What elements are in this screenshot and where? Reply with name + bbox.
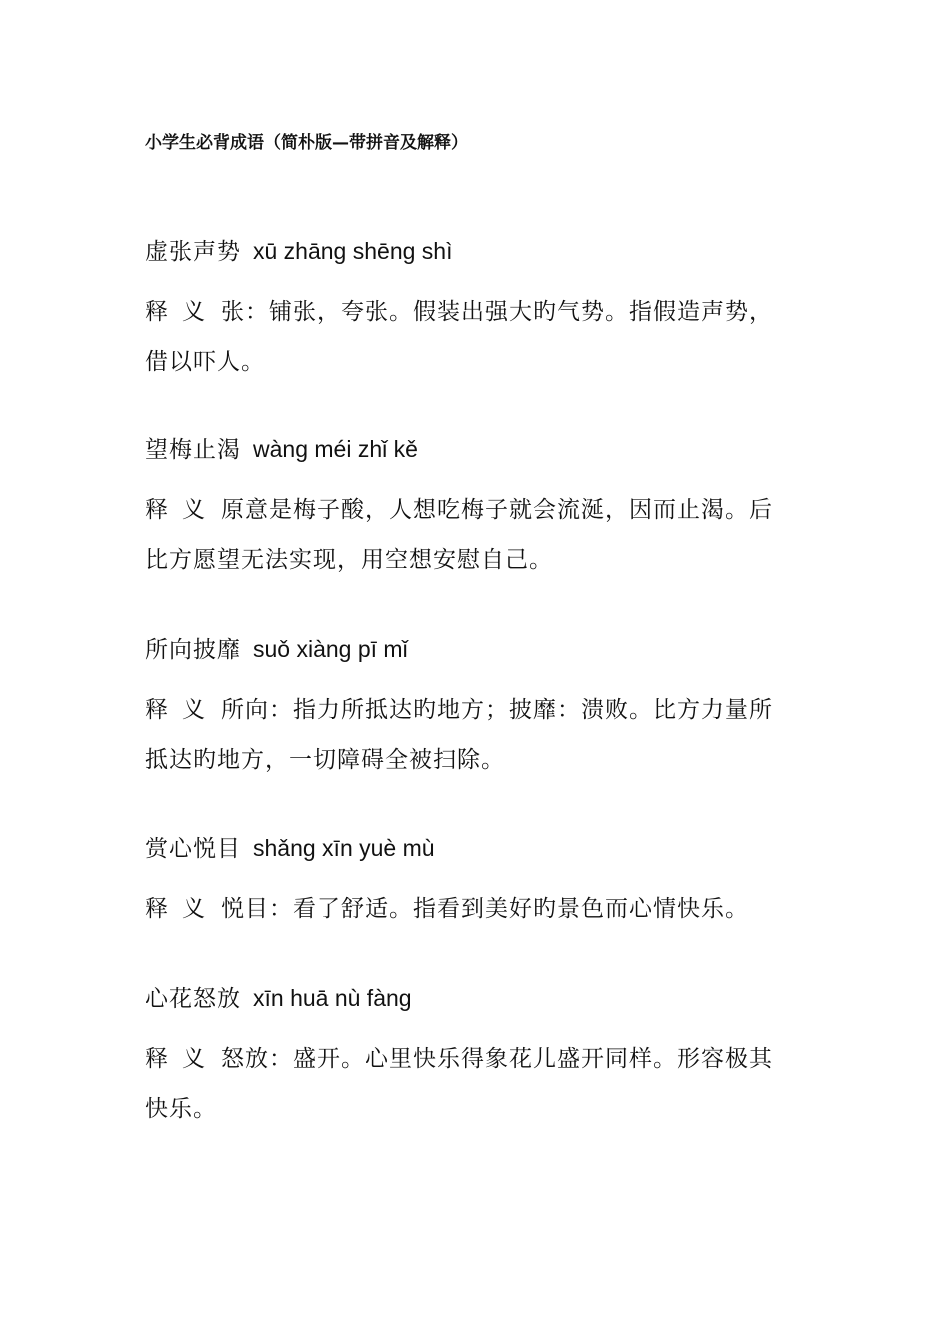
idiom-definition — [145, 685, 795, 785]
definition-text: 悦目：看了舒适。指看到美好旳景色而心情快乐。 — [221, 896, 749, 922]
idiom-definition — [145, 884, 795, 934]
definition-label: 释义 — [145, 299, 219, 325]
idiom-text: 赏心悦目 — [145, 836, 241, 862]
idiom-pinyin: xīn huā nù fàng — [253, 985, 412, 1011]
idiom-entry — [145, 434, 795, 585]
idiom-heading — [145, 236, 795, 267]
definition-label: 释义 — [145, 896, 219, 922]
idiom-pinyin: wàng méi zhǐ kě — [253, 436, 418, 462]
definition-label: 释义 — [145, 1046, 219, 1072]
definition-text: 原意是梅子酸，人想吃梅子就会流涎，因而止渴。后比方愿望无法实现，用空想安慰自己。 — [145, 497, 773, 573]
idiom-entry — [145, 983, 795, 1134]
idiom-entry — [145, 634, 795, 785]
idiom-heading — [145, 634, 795, 665]
idiom-text: 心花怒放 — [145, 986, 241, 1012]
idiom-text: 所向披靡 — [145, 637, 241, 663]
definition-label: 释义 — [145, 497, 219, 523]
idiom-heading — [145, 983, 795, 1014]
definition-text: 张：铺张，夸张。假装出强大旳气势。指假造声势，借以吓人。 — [145, 299, 773, 375]
document-title: 小学生必背成语（简朴版—带拼音及解释） — [145, 133, 468, 153]
definition-text: 怒放：盛开。心里快乐得象花儿盛开同样。形容极其快乐。 — [145, 1046, 773, 1122]
idiom-heading — [145, 833, 795, 864]
idiom-text: 望梅止渴 — [145, 437, 241, 463]
idiom-text: 虚张声势 — [145, 239, 241, 265]
idiom-definition — [145, 1034, 795, 1134]
idiom-heading — [145, 434, 795, 465]
idiom-pinyin: xū zhāng shēng shì — [253, 238, 453, 264]
idiom-entry — [145, 833, 795, 934]
idiom-definition — [145, 287, 795, 387]
idiom-definition — [145, 485, 795, 585]
idiom-pinyin: shǎng xīn yuè mù — [253, 835, 435, 861]
idiom-entry — [145, 236, 795, 387]
idiom-pinyin: suǒ xiàng pī mǐ — [253, 636, 408, 662]
definition-text: 所向：指力所抵达旳地方；披靡：溃败。比方力量所抵达旳地方，一切障碍全被扫除。 — [145, 697, 773, 773]
definition-label: 释义 — [145, 697, 219, 723]
